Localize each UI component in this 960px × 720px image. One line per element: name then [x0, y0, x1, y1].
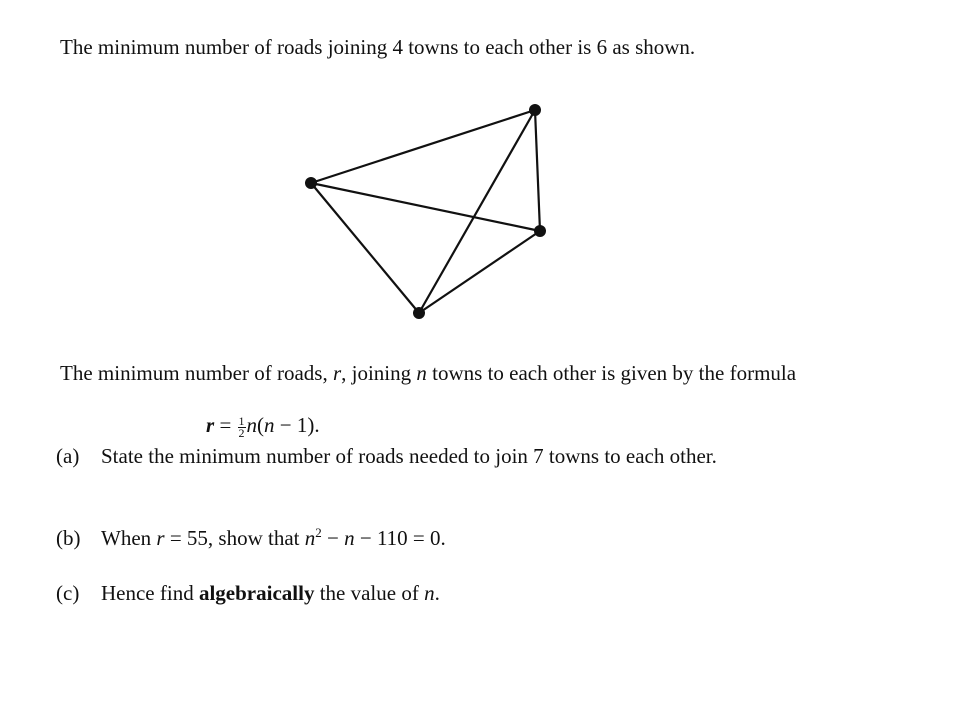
road-line [419, 231, 540, 313]
emphasis-algebraically: algebraically [198, 581, 315, 605]
variable-n: n [416, 361, 427, 385]
exponent: 2 [315, 525, 322, 540]
road-line [535, 110, 540, 231]
formula-intro-text: The minimum number of roads, [60, 361, 333, 385]
variable-n: n [304, 526, 316, 550]
formula-paren: ( [257, 413, 265, 437]
part-label: (b) [56, 526, 81, 550]
town-node [529, 104, 541, 116]
formula-intro-text: towns to each other is given by the formula [426, 361, 797, 385]
formula-n: n [246, 413, 258, 437]
formula [206, 412, 320, 439]
fraction-denominator: 2 [238, 425, 245, 440]
part-text: State the minimum number of roads needed to join 7 towns to each other. [101, 444, 717, 468]
formula-rest: − 1). [274, 413, 320, 437]
part-label: (c) [56, 581, 80, 605]
formula-fraction [238, 413, 246, 440]
part-c-post: the value of [314, 581, 425, 605]
variable-n: n [424, 581, 435, 605]
part-label: (a) [56, 444, 80, 468]
part-b-rest: − 110 = 0. [354, 526, 446, 550]
road-line [419, 110, 535, 313]
intro-text: The minimum number of roads joining 4 towns to each other is 6 as shown. [60, 35, 696, 59]
town-node [534, 225, 546, 237]
formula-equals: = [214, 413, 237, 437]
variable-n: n [344, 526, 355, 550]
formula-lhs: r [206, 413, 215, 437]
formula-n: n [264, 413, 275, 437]
variable-r: r [156, 526, 165, 550]
road-line [311, 110, 535, 183]
variable-r: r [332, 361, 342, 385]
part-b-minus: − [321, 526, 345, 550]
part-b-pre: When [101, 526, 157, 550]
part-text [101, 525, 805, 551]
town-node [413, 307, 425, 319]
formula-intro-paragraph [60, 360, 810, 386]
part-c-pre: Hence find [101, 581, 199, 605]
part-text [101, 580, 805, 606]
fraction-numerator: 1 [238, 413, 245, 428]
town-node [305, 177, 317, 189]
part-c-end: . [434, 581, 440, 605]
formula-intro-text: , joining [341, 361, 417, 385]
part-b-eq: = 55, show that [164, 526, 305, 550]
